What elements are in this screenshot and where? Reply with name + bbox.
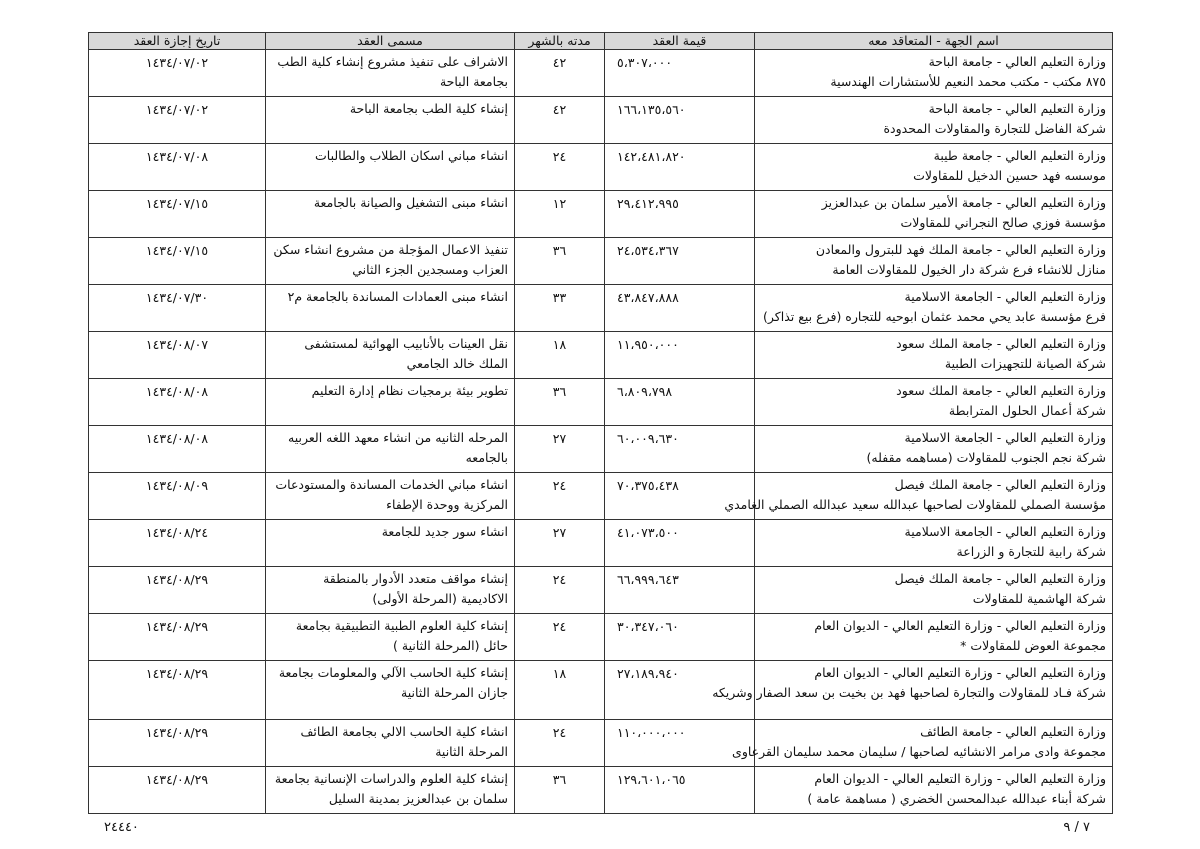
table-row xyxy=(89,473,1113,520)
duration-months: ٣٦ xyxy=(515,767,605,814)
party-cell xyxy=(755,144,1113,191)
contract-name: تنفيذ الاعمال المؤجلة من مشروع انشاء سكن العزاب ومسجدين الجزء الثاني xyxy=(266,238,515,285)
table-row xyxy=(89,426,1113,473)
table-row xyxy=(89,614,1113,661)
contracts-table xyxy=(88,32,1113,814)
header-party: اسم الجهة - المتعاقد معه xyxy=(755,33,1113,50)
contract-name: الاشراف على تنفيذ مشروع إنشاء كلية الطب بجامعة الباحة xyxy=(266,50,515,97)
contract-value: ١٤٢،٤٨١،٨٢٠ xyxy=(605,144,755,191)
table-row xyxy=(89,520,1113,567)
party-contractor: شركة نجم الجنوب للمقاولات (مساهمه مقفله) xyxy=(866,450,1106,465)
party-cell xyxy=(755,614,1113,661)
contract-name: انشاء مباني اسكان الطلاب والطالبات xyxy=(266,144,515,191)
table-row xyxy=(89,720,1113,767)
contract-value: ٥،٣٠٧،٠٠٠ xyxy=(605,50,755,97)
party-cell xyxy=(755,379,1113,426)
party-cell xyxy=(755,426,1113,473)
duration-months: ١٨ xyxy=(515,661,605,720)
approval-date: ١٤٣٤/٠٨/٠٧ xyxy=(89,332,266,379)
party-ministry: وزارة التعليم العالي - جامعة الباحة xyxy=(928,54,1106,69)
contract-value: ١١٠،٠٠٠،٠٠٠ xyxy=(605,720,755,767)
duration-months: ٣٣ xyxy=(515,285,605,332)
party-contractor: مؤسسة فوزي صالح النجراني للمقاولات xyxy=(900,215,1106,230)
page-number: ٧ / ٩ xyxy=(1063,820,1090,835)
contract-name: تطوير بيئة برمجيات نظام إدارة التعليم xyxy=(266,379,515,426)
duration-months: ١٢ xyxy=(515,191,605,238)
party-cell xyxy=(755,50,1113,97)
table-row xyxy=(89,661,1113,720)
party-contractor: مؤسسة الصملي للمقاولات لصاحبها عبدالله سعيد عبدالله الصملي الغامدي xyxy=(724,497,1106,512)
contract-value: ٣٠،٣٤٧،٠٦٠ xyxy=(605,614,755,661)
party-contractor: مجموعة العوض للمقاولات * xyxy=(960,638,1106,653)
party-contractor: شركة رابية للتجارة و الزراعة xyxy=(956,544,1106,559)
table-row xyxy=(89,144,1113,191)
party-ministry: وزارة التعليم العالي - جامعة الملك سعود xyxy=(896,383,1106,398)
duration-months: ٣٦ xyxy=(515,238,605,285)
table-row xyxy=(89,379,1113,426)
party-cell xyxy=(755,285,1113,332)
table-row xyxy=(89,567,1113,614)
party-ministry: وزارة التعليم العالي - جامعة الطائف xyxy=(920,724,1106,739)
duration-months: ٤٢ xyxy=(515,50,605,97)
approval-date: ١٤٣٤/٠٨/٢٩ xyxy=(89,661,266,720)
party-ministry: وزارة التعليم العالي - وزارة التعليم العالي - الديوان العام xyxy=(814,665,1106,680)
party-ministry: وزارة التعليم العالي - جامعة الملك سعود xyxy=(896,336,1106,351)
approval-date: ١٤٣٤/٠٨/٠٨ xyxy=(89,426,266,473)
duration-months: ١٨ xyxy=(515,332,605,379)
approval-date: ١٤٣٤/٠٨/٢٩ xyxy=(89,567,266,614)
approval-date: ١٤٣٤/٠٨/٠٩ xyxy=(89,473,266,520)
party-cell xyxy=(755,567,1113,614)
contract-value: ٢٧،١٨٩،٩٤٠ xyxy=(605,661,755,720)
party-contractor: شركة فـاد للمقاولات والتجارة لصاحبها فهد بن بخيت بن سعد الصفار وشريكه xyxy=(712,685,1106,700)
party-cell xyxy=(755,767,1113,814)
header-contract-name: مسمى العقد xyxy=(266,33,515,50)
party-cell xyxy=(755,238,1113,285)
duration-months: ٢٤ xyxy=(515,144,605,191)
party-cell xyxy=(724,473,1113,520)
party-contractor: فرع مؤسسة عابد يحي محمد عثمان ابوحيه للتجاره (فرع بيع تذاكر) xyxy=(763,309,1106,324)
contract-name: إنشاء كلية الحاسب الآلي والمعلومات بجامعة جازان المرحلة الثانية xyxy=(266,661,515,720)
contract-name: نقل العينات بالأنابيب الهوائية لمستشفى الملك خالد الجامعي xyxy=(266,332,515,379)
party-cell xyxy=(755,97,1113,144)
party-ministry: وزارة التعليم العالي - جامعة الملك فهد للبترول والمعادن xyxy=(815,242,1106,257)
party-contractor: شركة الفاضل للتجارة والمقاولات المحدودة xyxy=(883,121,1106,136)
table-row xyxy=(89,238,1113,285)
contract-name: إنشاء مواقف متعدد الأدوار بالمنطقة الاكاديمية (المرحلة الأولى) xyxy=(266,567,515,614)
table-row xyxy=(89,285,1113,332)
approval-date: ١٤٣٤/٠٨/٢٩ xyxy=(89,614,266,661)
contract-value: ٢٤،٥٣٤،٣٦٧ xyxy=(605,238,755,285)
party-ministry: وزارة التعليم العالي - الجامعة الاسلامية xyxy=(904,430,1106,445)
contract-value: ٦،٨٠٩،٧٩٨ xyxy=(605,379,755,426)
party-contractor: شركة أبناء عبدالله عبدالمحسن الخضري ( مساهمة عامة ) xyxy=(807,791,1106,806)
approval-date: ١٤٣٤/٠٧/١٥ xyxy=(89,191,266,238)
duration-months: ٢٤ xyxy=(515,614,605,661)
contract-name: انشاء كلية الحاسب الالي بجامعة الطائف المرحلة الثانية xyxy=(266,720,515,767)
header-value: قيمة العقد xyxy=(605,33,755,50)
contract-name: انشاء مباني الخدمات المساندة والمستودعات المركزية ووحدة الإطفاء xyxy=(266,473,515,520)
contract-value: ١٦٦،١٣٥،٥٦٠ xyxy=(605,97,755,144)
party-ministry: وزارة التعليم العالي - جامعة الملك فيصل xyxy=(894,571,1106,586)
contract-name: انشاء مبنى التشغيل والصيانة بالجامعة xyxy=(266,191,515,238)
duration-months: ٢٤ xyxy=(515,720,605,767)
contract-name: انشاء مبنى العمادات المساندة بالجامعة م٢ xyxy=(266,285,515,332)
table-header-row xyxy=(89,33,1113,50)
party-cell xyxy=(755,520,1113,567)
party-ministry: وزارة التعليم العالي - وزارة التعليم العالي - الديوان العام xyxy=(814,618,1106,633)
party-ministry: وزارة التعليم العالي - جامعة طيبة xyxy=(933,148,1106,163)
party-cell xyxy=(755,332,1113,379)
approval-date: ١٤٣٤/٠٧/٣٠ xyxy=(89,285,266,332)
party-contractor: ٨٧٥ مكتب - مكتب محمد النعيم للأستشارات الهندسية xyxy=(830,74,1106,89)
party-ministry: وزارة التعليم العالي - جامعة الأمير سلمان بن عبدالعزيز xyxy=(821,195,1106,210)
party-cell xyxy=(755,191,1113,238)
party-ministry: وزارة التعليم العالي - الجامعة الاسلامية xyxy=(904,289,1106,304)
contract-value: ٤١،٠٧٣،٥٠٠ xyxy=(605,520,755,567)
contract-value: ١١،٩٥٠،٠٠٠ xyxy=(605,332,755,379)
party-contractor: مجموعة وادى مرامر الانشائيه لصاحبها / سليمان محمد سليمان القرعاوى xyxy=(732,744,1106,759)
document-code: ٢٤٤٤٠ xyxy=(104,820,139,835)
duration-months: ٢٤ xyxy=(515,473,605,520)
approval-date: ١٤٣٤/٠٨/٢٩ xyxy=(89,720,266,767)
table-row xyxy=(89,767,1113,814)
party-contractor: شركة أعمال الحلول المترابطة xyxy=(948,403,1106,418)
contract-name: إنشاء كلية الطب بجامعة الباحة xyxy=(266,97,515,144)
approval-date: ١٤٣٤/٠٨/٠٨ xyxy=(89,379,266,426)
party-ministry: وزارة التعليم العالي - وزارة التعليم العالي - الديوان العام xyxy=(814,771,1106,786)
party-ministry: وزارة التعليم العالي - جامعة الملك فيصل xyxy=(894,477,1106,492)
duration-months: ٢٧ xyxy=(515,426,605,473)
contract-value: ٦٠،٠٠٩،٦٣٠ xyxy=(605,426,755,473)
contract-value: ٤٣،٨٤٧،٨٨٨ xyxy=(605,285,755,332)
approval-date: ١٤٣٤/٠٧/٠٢ xyxy=(89,97,266,144)
duration-months: ٣٦ xyxy=(515,379,605,426)
table-row xyxy=(89,191,1113,238)
party-cell xyxy=(712,661,1113,720)
party-contractor: شركة الصيانة للتجهيزات الطبية xyxy=(944,356,1106,371)
contract-value: ١٢٩،٦٠١،٠٦٥ xyxy=(605,767,755,814)
party-contractor: شركة الهاشمية للمقاولات xyxy=(972,591,1106,606)
duration-months: ٤٢ xyxy=(515,97,605,144)
approval-date: ١٤٣٤/٠٧/٠٨ xyxy=(89,144,266,191)
contract-name: المرحله الثانيه من انشاء معهد اللغه العربيه بالجامعه xyxy=(266,426,515,473)
contract-value: ٢٩،٤١٢،٩٩٥ xyxy=(605,191,755,238)
party-contractor: منازل للانشاء فرع شركة دار الخيول للمقاولات العامة xyxy=(832,262,1106,277)
approval-date: ١٤٣٤/٠٧/٠٢ xyxy=(89,50,266,97)
contract-value: ٦٦،٩٩٩،٦٤٣ xyxy=(605,567,755,614)
duration-months: ٢٧ xyxy=(515,520,605,567)
header-duration: مدته بالشهر xyxy=(515,33,605,50)
party-cell xyxy=(732,720,1113,767)
approval-date: ١٤٣٤/٠٨/٢٩ xyxy=(89,767,266,814)
table-row xyxy=(89,332,1113,379)
party-contractor: موسسه فهد حسين الدخيل للمقاولات xyxy=(913,168,1106,183)
approval-date: ١٤٣٤/٠٨/٢٤ xyxy=(89,520,266,567)
contract-name: إنشاء كلية العلوم الطبية التطبيقية بجامعة حائل (المرحلة الثانية ) xyxy=(266,614,515,661)
table-row xyxy=(89,97,1113,144)
party-ministry: وزارة التعليم العالي - جامعة الباحة xyxy=(928,101,1106,116)
contract-name: إنشاء كلية العلوم والدراسات الإنسانية بجامعة سلمان بن عبدالعزيز بمدينة السليل xyxy=(266,767,515,814)
contract-value: ٧٠،٣٧٥،٤٣٨ xyxy=(605,473,755,520)
approval-date: ١٤٣٤/٠٧/١٥ xyxy=(89,238,266,285)
party-ministry: وزارة التعليم العالي - الجامعة الاسلامية xyxy=(904,524,1106,539)
contract-name: انشاء سور جديد للجامعة xyxy=(266,520,515,567)
header-approval-date: تاريخ إجازة العقد xyxy=(89,33,266,50)
duration-months: ٢٤ xyxy=(515,567,605,614)
table-row xyxy=(89,50,1113,97)
